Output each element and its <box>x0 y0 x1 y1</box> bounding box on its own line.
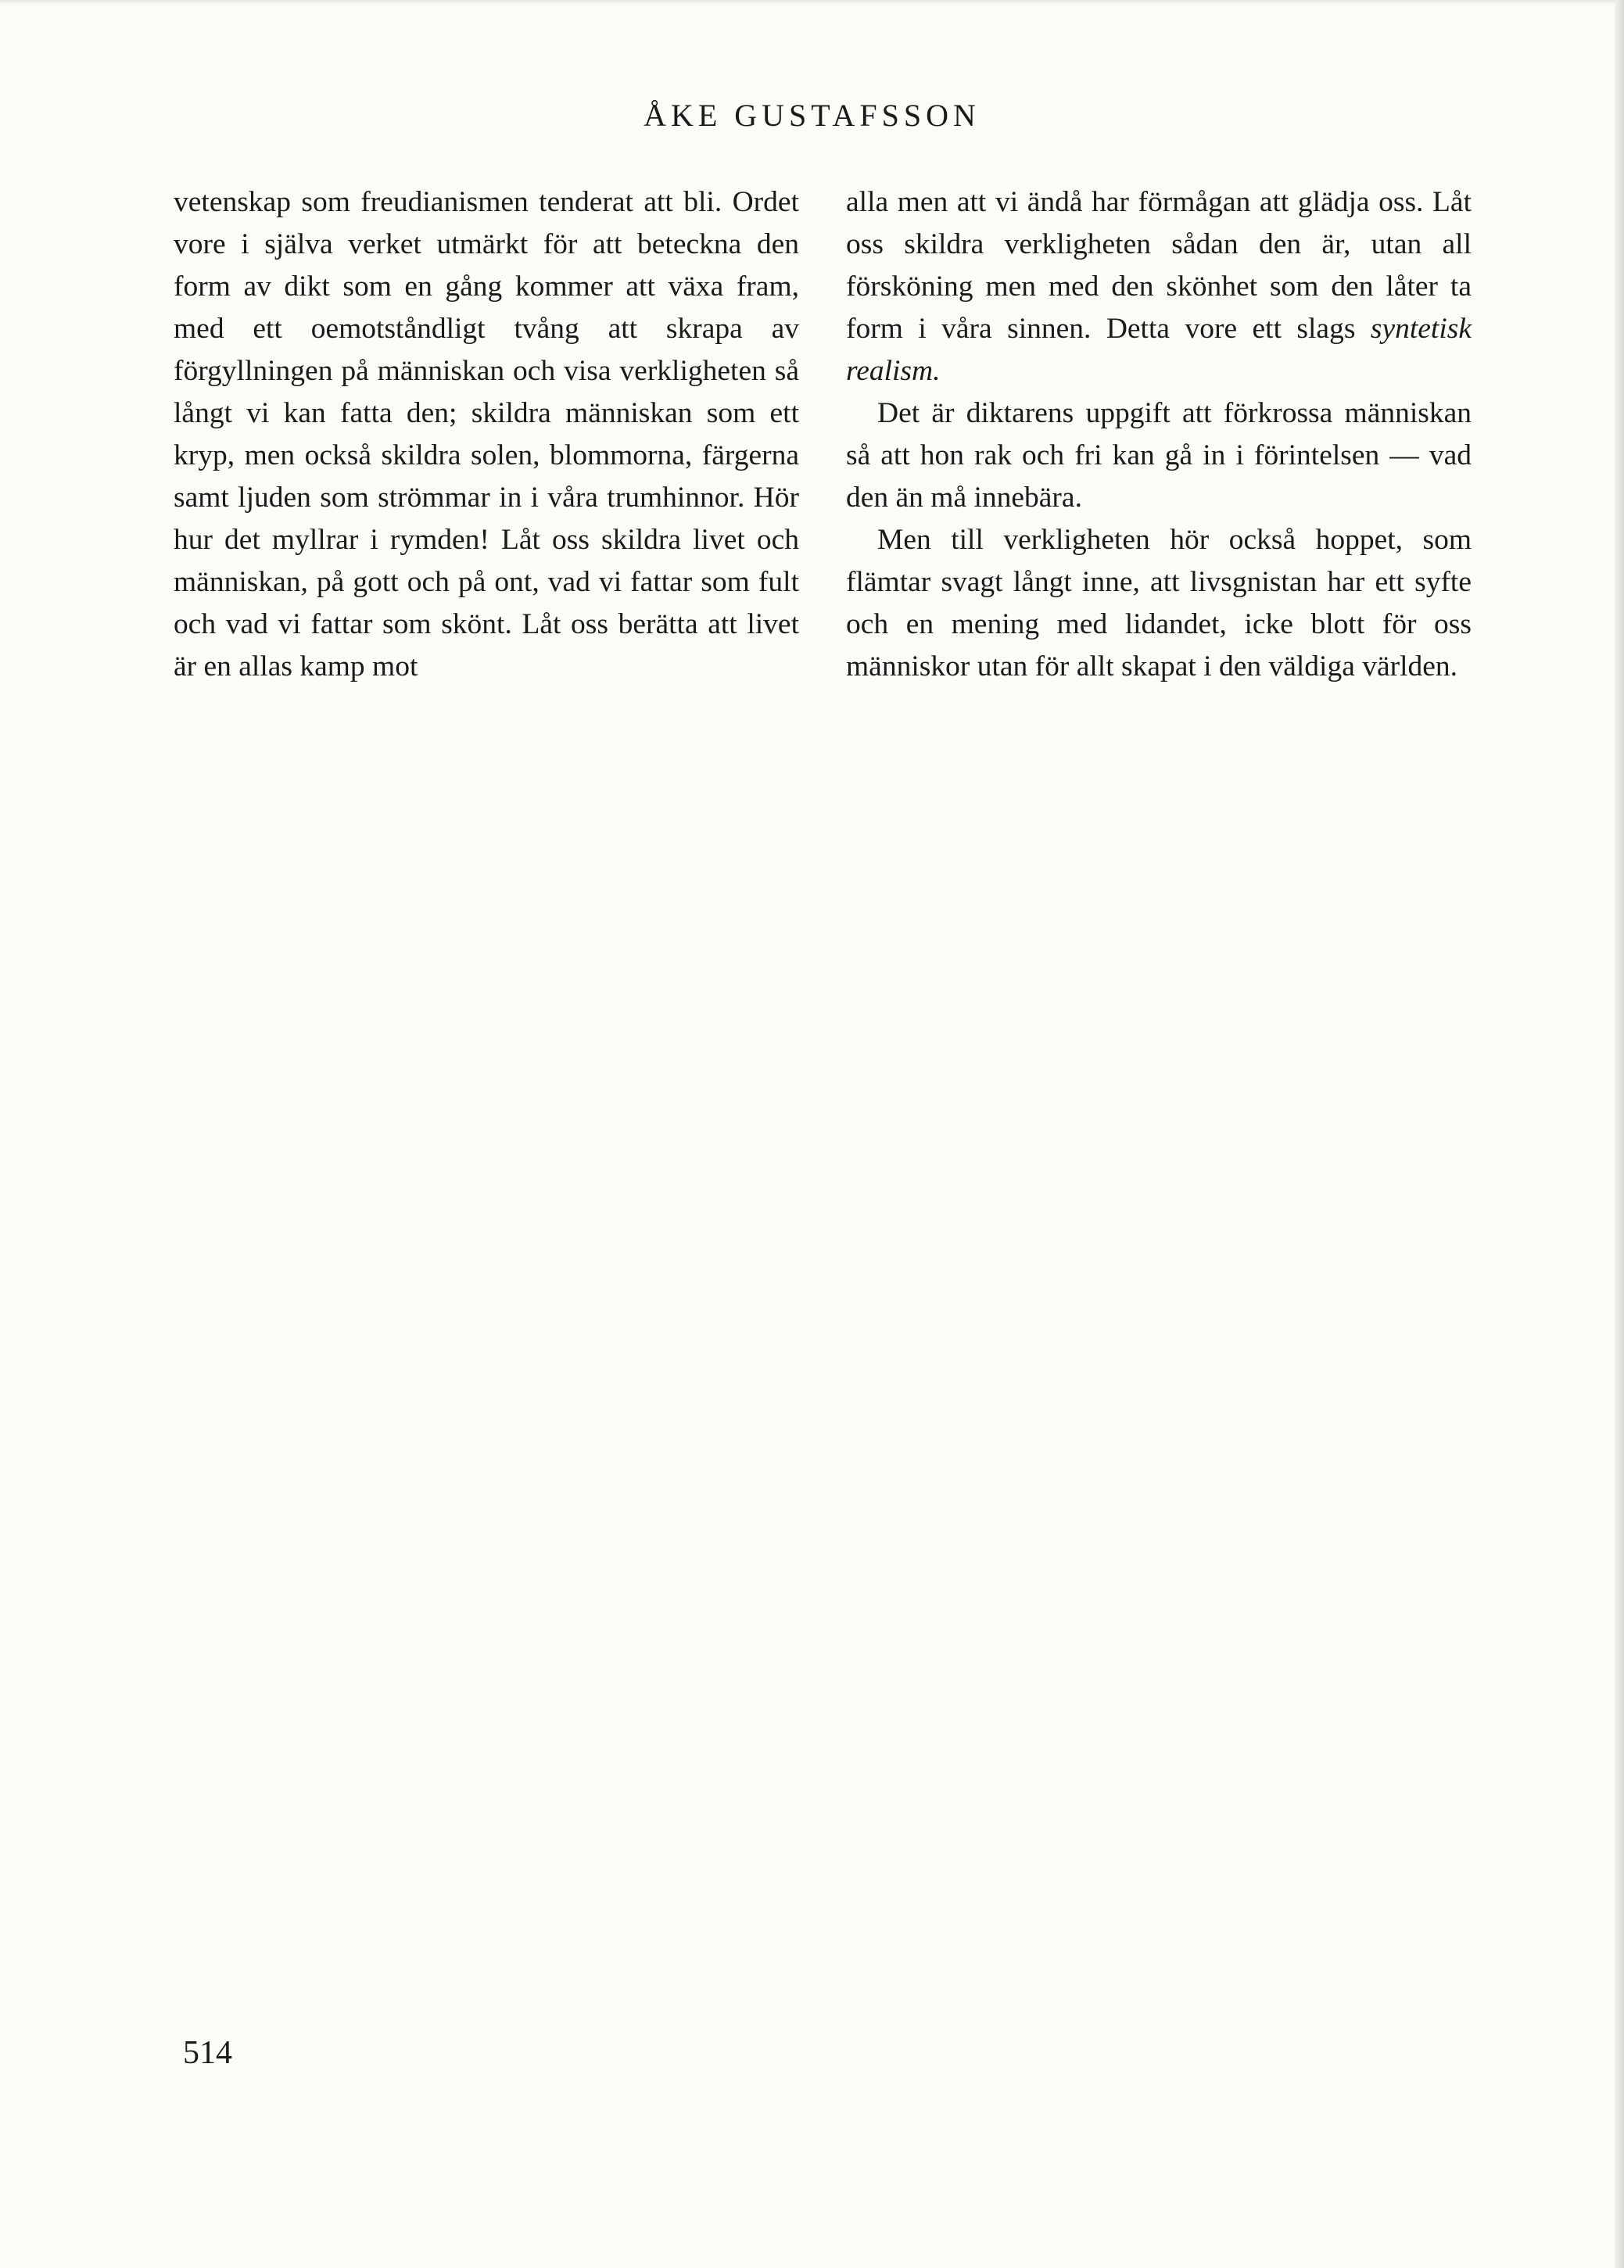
right-paragraph-1-emphasis: syntetisk realism. <box>846 313 1472 387</box>
left-paragraph-1: vetenskap som freudianismen tenderat att bli. Ordet vore i själva verket utmärkt för att beteckna den form av dikt som en gång kommer att växa fram, med ett oemotståndligt tvång att skrapa av förgyllningen på människan och visa verkligheten så långt vi kan fatta den; skildra människan som ett kryp, men också skildra solen, blommorna, färgerna samt ljuden som strömmar in i våra trumhinnor. Hör hur det myllrar i rymden! Låt oss skildra livet och människan, på gott och på ont, vad vi fattar som fult och vad vi fattar som skönt. Låt oss berätta att livet är en allas kamp mot <box>174 186 799 683</box>
right-paragraph-1-text: alla men att vi ändå har förmågan att glädja oss. Låt oss skildra verkligheten sådan den är, utan all försköning men med den skönhet som den låter ta form i våra sinnen. Detta vore ett slags <box>846 186 1472 345</box>
page-number: 514 <box>183 2035 232 2071</box>
page-right-edge <box>1615 0 1624 2268</box>
right-column <box>846 181 1472 688</box>
right-paragraph-1 <box>846 181 1472 392</box>
running-title: ÅKE GUSTAFSSON <box>644 98 980 133</box>
left-column <box>174 181 799 688</box>
right-paragraph-3: Men till verkligheten hör också hoppet, som flämtar svagt långt inne, att livsgnistan har ett syfte och en mening med lidandet, icke blott för oss människor utan för allt skapat i den väldiga världen. <box>846 524 1472 683</box>
page-top-edge <box>0 0 1624 5</box>
right-paragraph-2: Det är diktarens uppgift att förkrossa människan så att hon rak och fri kan gå in i förintelsen — vad den än må innebära. <box>846 397 1472 514</box>
